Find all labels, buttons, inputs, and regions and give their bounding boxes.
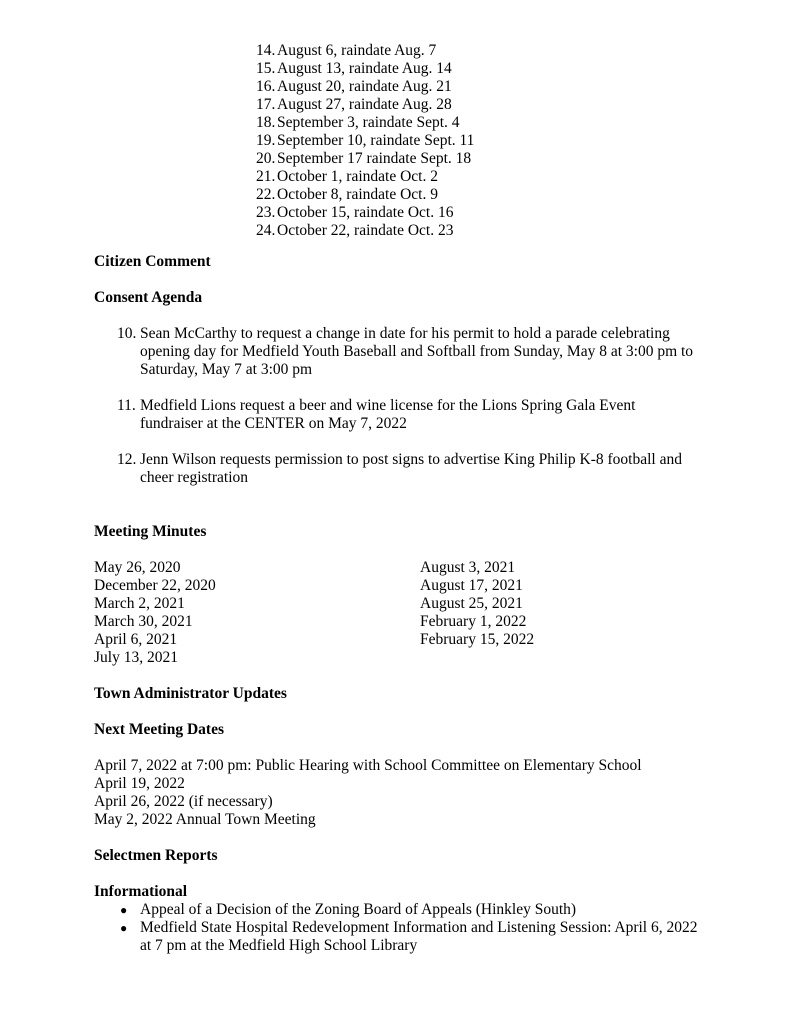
- list-item-number: 11.: [117, 397, 136, 414]
- next-meeting-date: April 26, 2022 (if necessary): [94, 793, 273, 810]
- list-item-number: 15.: [256, 60, 276, 77]
- minutes-date: July 13, 2021: [94, 649, 178, 666]
- minutes-date: March 2, 2021: [94, 595, 185, 612]
- heading-meeting-minutes: Meeting Minutes: [94, 523, 207, 540]
- consent-agenda-item: [117, 325, 721, 379]
- schedule-date-item: [256, 42, 721, 60]
- schedule-date-list: [256, 42, 721, 240]
- next-meeting-date: April 19, 2022: [94, 775, 185, 792]
- list-item-text: October 1, raindate Oct. 2: [277, 168, 438, 185]
- list-item-text: September 17 raindate Sept. 18: [277, 150, 472, 167]
- list-item-number: 22.: [256, 186, 276, 203]
- minutes-date: February 1, 2022: [420, 613, 527, 630]
- heading-consent-agenda: Consent Agenda: [94, 289, 203, 306]
- schedule-date-item: [256, 96, 721, 114]
- schedule-date-item: [256, 114, 721, 132]
- minutes-date: February 15, 2022: [420, 631, 535, 648]
- meeting-minutes-columns: [94, 559, 721, 667]
- list-item-text: Medfield State Hospital Redevelopment Information and Listening Session: April 6, 2022 at 7 pm at the Medfield High School Library: [140, 919, 698, 954]
- schedule-date-item: [256, 168, 721, 186]
- list-item-text: Sean McCarthy to request a change in date for his permit to hold a parade celebrating opening day for Medfield Youth Baseball and Softball from Sunday, May 8 at 3:00 pm to Saturday, May 7 at 3:00 pm: [140, 325, 694, 378]
- list-item-number: 16.: [256, 78, 276, 95]
- list-item-number: 24.: [256, 222, 276, 239]
- schedule-date-item: [256, 78, 721, 96]
- schedule-date-item: [256, 132, 721, 150]
- list-item-number: 20.: [256, 150, 276, 167]
- schedule-date-item: [256, 222, 721, 240]
- schedule-date-item: [256, 60, 721, 78]
- list-item-text: October 15, raindate Oct. 16: [277, 204, 454, 221]
- informational-item: [120, 901, 721, 919]
- heading-selectmen-reports: Selectmen Reports: [94, 847, 218, 864]
- list-item-number: 17.: [256, 96, 276, 113]
- list-item-text: September 10, raindate Sept. 11: [277, 132, 475, 149]
- consent-agenda-item: [117, 451, 721, 487]
- bullet-icon: ●: [120, 921, 128, 935]
- list-item-text: August 20, raindate Aug. 21: [277, 78, 452, 95]
- schedule-date-item: [256, 204, 721, 222]
- consent-agenda-item: [117, 397, 721, 433]
- next-meeting-date: April 7, 2022 at 7:00 pm: Public Hearing with School Committee on Elementary School: [94, 757, 642, 774]
- meeting-minutes-left-column: [94, 559, 420, 667]
- list-item-text: Appeal of a Decision of the Zoning Board of Appeals (Hinkley South): [140, 901, 577, 918]
- heading-citizen-comment: Citizen Comment: [94, 253, 211, 270]
- list-item-number: 14.: [256, 42, 276, 59]
- next-meeting-dates-list: [94, 757, 721, 829]
- minutes-date: August 17, 2021: [420, 577, 523, 594]
- minutes-date: August 3, 2021: [420, 559, 516, 576]
- list-item-text: September 3, raindate Sept. 4: [277, 114, 460, 131]
- schedule-date-item: [256, 186, 721, 204]
- minutes-date: December 22, 2020: [94, 577, 216, 594]
- list-item-text: October 8, raindate Oct. 9: [277, 186, 438, 203]
- list-item-number: 19.: [256, 132, 276, 149]
- list-item-text: Medfield Lions request a beer and wine license for the Lions Spring Gala Event fundraiser at the CENTER on May 7, 2022: [140, 397, 636, 432]
- minutes-date: March 30, 2021: [94, 613, 193, 630]
- bullet-icon: ●: [120, 903, 128, 917]
- heading-town-administrator-updates: Town Administrator Updates: [94, 685, 287, 702]
- list-item-text: October 22, raindate Oct. 23: [277, 222, 454, 239]
- list-item-number: 12.: [117, 451, 137, 468]
- informational-item: [120, 919, 721, 955]
- list-item-number: 18.: [256, 114, 276, 131]
- list-item-text: Jenn Wilson requests permission to post signs to advertise King Philip K-8 football and cheer registration: [140, 451, 682, 486]
- next-meeting-date: May 2, 2022 Annual Town Meeting: [94, 811, 316, 828]
- minutes-date: August 25, 2021: [420, 595, 523, 612]
- list-item-number: 21.: [256, 168, 276, 185]
- meeting-minutes-right-column: [420, 559, 534, 667]
- heading-informational: Informational: [94, 883, 187, 900]
- list-item-number: 23.: [256, 204, 276, 221]
- list-item-text: August 13, raindate Aug. 14: [277, 60, 452, 77]
- minutes-date: May 26, 2020: [94, 559, 181, 576]
- list-item-text: August 27, raindate Aug. 28: [277, 96, 452, 113]
- informational-bullet-list: [94, 901, 721, 955]
- consent-agenda-list: [117, 325, 721, 487]
- list-item-text: August 6, raindate Aug. 7: [277, 42, 437, 59]
- minutes-date: April 6, 2021: [94, 631, 178, 648]
- list-item-number: 10.: [117, 325, 137, 342]
- schedule-date-item: [256, 150, 721, 168]
- heading-next-meeting-dates: Next Meeting Dates: [94, 721, 224, 738]
